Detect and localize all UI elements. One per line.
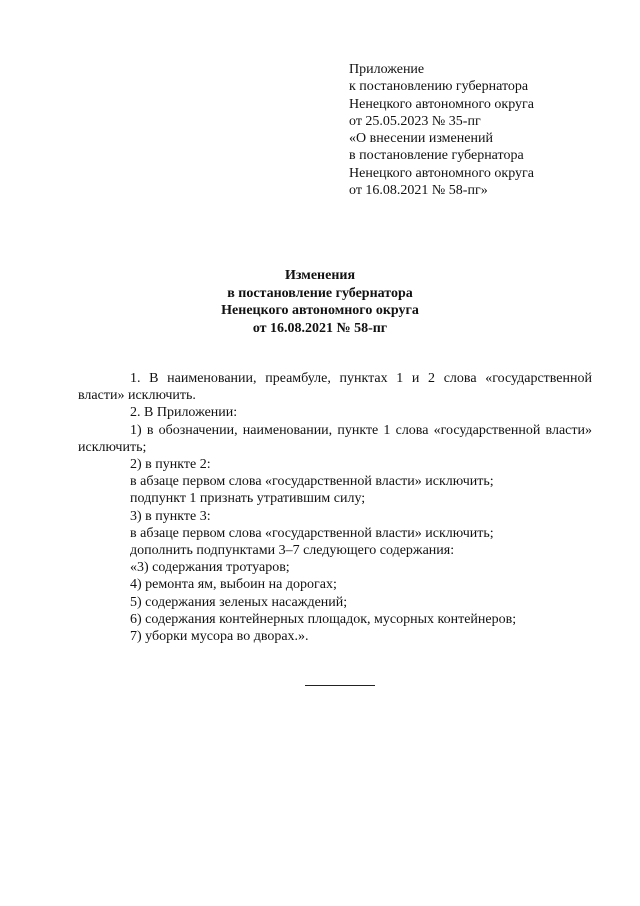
document-body bbox=[78, 370, 592, 645]
appendix-line: «О внесении изменений bbox=[349, 131, 493, 147]
body-paragraph: 2. В Приложении: bbox=[130, 405, 238, 421]
body-paragraph: 3) в пункте 3: bbox=[130, 508, 211, 524]
body-paragraph: 4) ремонта ям, выбоин на дорогах; bbox=[130, 577, 337, 593]
body-paragraph: 2) в пункте 2: bbox=[130, 457, 211, 473]
document-title bbox=[0, 267, 640, 337]
appendix-line: Ненецкого автономного округа bbox=[349, 165, 534, 181]
appendix-line: к постановлению губернатора bbox=[349, 79, 529, 95]
body-paragraph: 7) уборки мусора во дворах.». bbox=[130, 629, 309, 645]
title-line: в постановление губернатора bbox=[227, 285, 413, 301]
appendix-line: Приложение bbox=[349, 62, 425, 77]
title-line: от 16.08.2021 № 58-пг bbox=[252, 320, 388, 336]
title-line: Изменения bbox=[284, 268, 356, 283]
body-paragraph: 5) содержания зеленых насаждений; bbox=[130, 594, 348, 610]
body-paragraph: «3) содержания тротуаров; bbox=[130, 560, 290, 576]
appendix-block bbox=[349, 61, 619, 199]
appendix-line: от 25.05.2023 № 35-пг bbox=[349, 113, 481, 129]
title-line: Ненецкого автономного округа bbox=[221, 303, 419, 318]
body-paragraph: в абзаце первом слова «государственной власти» исключить; bbox=[130, 525, 494, 541]
end-separator-line bbox=[305, 685, 375, 686]
appendix-line: от 16.08.2021 № 58-пг» bbox=[349, 183, 488, 199]
body-paragraph: в абзаце первом слова «государственной власти» исключить; bbox=[130, 474, 494, 490]
body-paragraph: дополнить подпунктами 3–7 следующего содержания: bbox=[130, 543, 455, 559]
appendix-line: в постановление губернатора bbox=[349, 148, 524, 164]
appendix-line: Ненецкого автономного округа bbox=[349, 96, 534, 112]
body-paragraph: 1) в обозначении, наименовании, пункте 1 слова «государственной власти» исключить; bbox=[78, 422, 592, 455]
body-paragraph: 6) содержания контейнерных площадок, мусорных контейнеров; bbox=[130, 611, 517, 627]
body-paragraph: подпункт 1 признать утратившим силу; bbox=[130, 491, 366, 507]
body-paragraph: 1. В наименовании, преамбуле, пунктах 1 и 2 слова «государственной власти» исключить. bbox=[78, 371, 592, 404]
